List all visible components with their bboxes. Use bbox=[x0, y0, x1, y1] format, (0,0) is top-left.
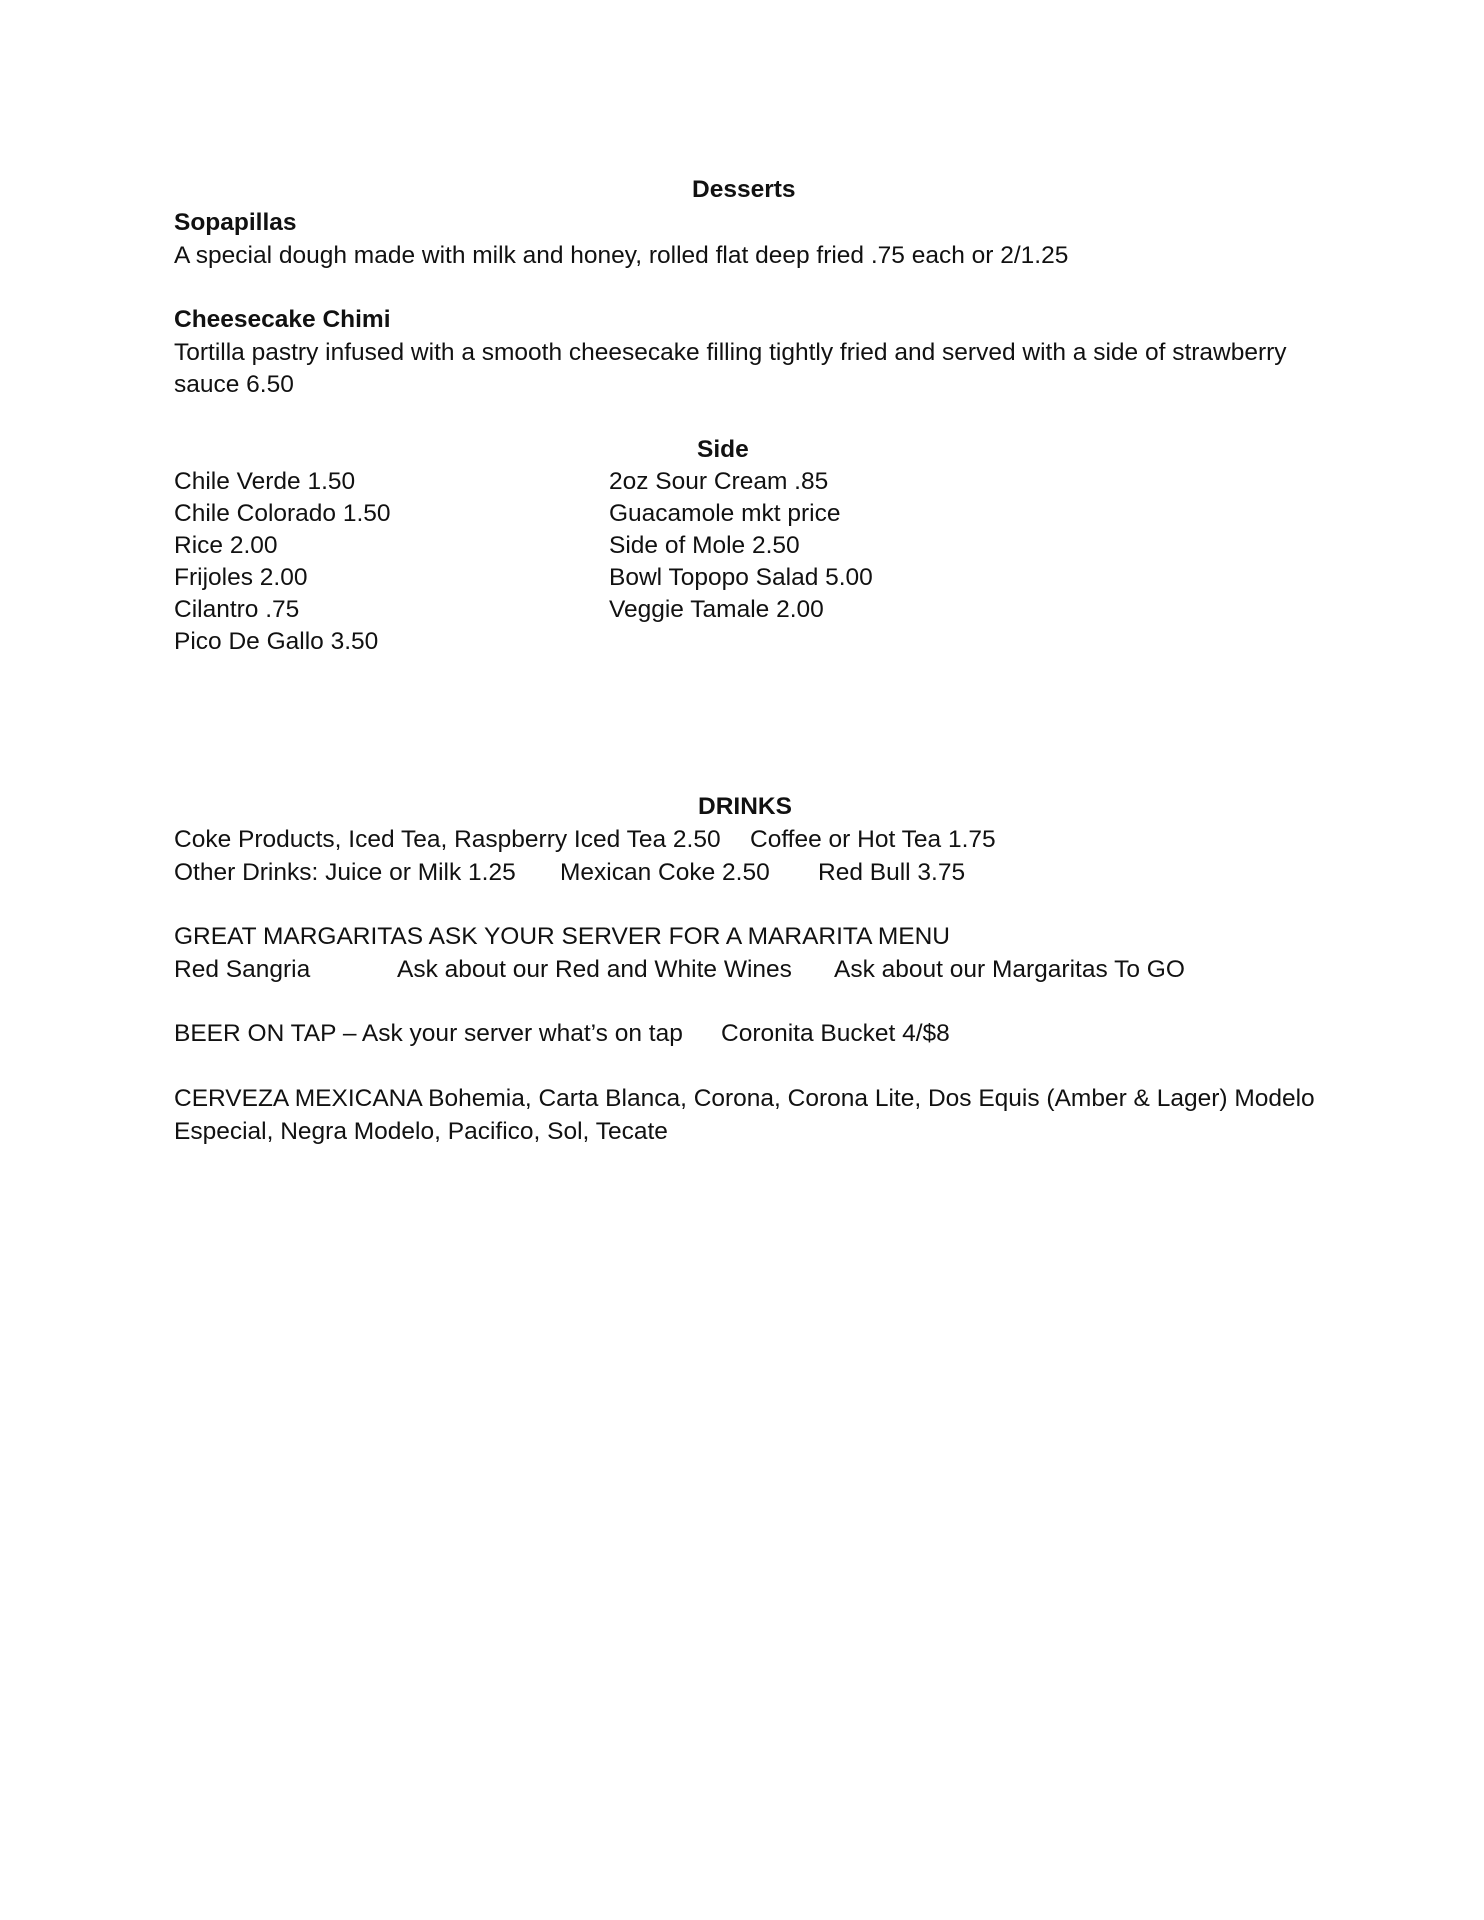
side-item: Bowl Topopo Salad 5.00 bbox=[609, 564, 873, 591]
other-drinks-text: Other Drinks: Juice or Milk 1.25 bbox=[174, 859, 516, 886]
sangria-text: Red Sangria bbox=[174, 956, 311, 983]
side-left-column bbox=[174, 466, 391, 658]
wines-text: Ask about our Red and White Wines bbox=[397, 956, 792, 983]
coffee-tea-text: Coffee or Hot Tea 1.75 bbox=[750, 826, 996, 853]
side-item: Pico De Gallo 3.50 bbox=[174, 628, 379, 655]
side-item: 2oz Sour Cream .85 bbox=[609, 468, 829, 495]
margaritas-text: GREAT MARGARITAS ASK YOUR SERVER FOR A MARARITA MENU bbox=[174, 923, 950, 950]
coronita-bucket-text: Coronita Bucket 4/$8 bbox=[721, 1020, 950, 1047]
side-item: Frijoles 2.00 bbox=[174, 564, 308, 591]
cheesecake-chimi-description-line2: sauce 6.50 bbox=[174, 371, 294, 398]
desserts-heading: Desserts bbox=[692, 176, 796, 203]
side-item: Veggie Tamale 2.00 bbox=[609, 596, 824, 623]
cheesecake-chimi-name: Cheesecake Chimi bbox=[174, 306, 391, 333]
side-item: Chile Verde 1.50 bbox=[174, 468, 356, 495]
side-heading: Side bbox=[697, 436, 749, 463]
side-item: Cilantro .75 bbox=[174, 596, 300, 623]
drinks-heading: DRINKS bbox=[698, 793, 792, 820]
side-item: Side of Mole 2.50 bbox=[609, 532, 800, 559]
red-bull-text: Red Bull 3.75 bbox=[818, 859, 966, 886]
side-item: Rice 2.00 bbox=[174, 532, 278, 559]
side-item: Chile Colorado 1.50 bbox=[174, 500, 391, 527]
side-right-column bbox=[609, 466, 873, 626]
cerveza-mexicana-line1: CERVEZA MEXICANA Bohemia, Carta Blanca, Corona, Corona Lite, Dos Equis (Amber & Lager) Modelo bbox=[174, 1085, 1315, 1112]
soft-drinks-text: Coke Products, Iced Tea, Raspberry Iced Tea 2.50 bbox=[174, 826, 721, 853]
beer-on-tap-text: BEER ON TAP – Ask your server what’s on tap bbox=[174, 1020, 683, 1047]
margaritas-to-go-text: Ask about our Margaritas To GO bbox=[834, 956, 1185, 983]
sopapillas-description: A special dough made with milk and honey, rolled flat deep fried .75 each or 2/1.25 bbox=[174, 242, 1069, 269]
cerveza-mexicana-line2: Especial, Negra Modelo, Pacifico, Sol, Tecate bbox=[174, 1118, 668, 1145]
side-item: Guacamole mkt price bbox=[609, 500, 841, 527]
mexican-coke-text: Mexican Coke 2.50 bbox=[560, 859, 770, 886]
cheesecake-chimi-description-line1: Tortilla pastry infused with a smooth cheesecake filling tightly fried and served with a side of strawberry bbox=[174, 339, 1287, 366]
sopapillas-name: Sopapillas bbox=[174, 209, 297, 236]
